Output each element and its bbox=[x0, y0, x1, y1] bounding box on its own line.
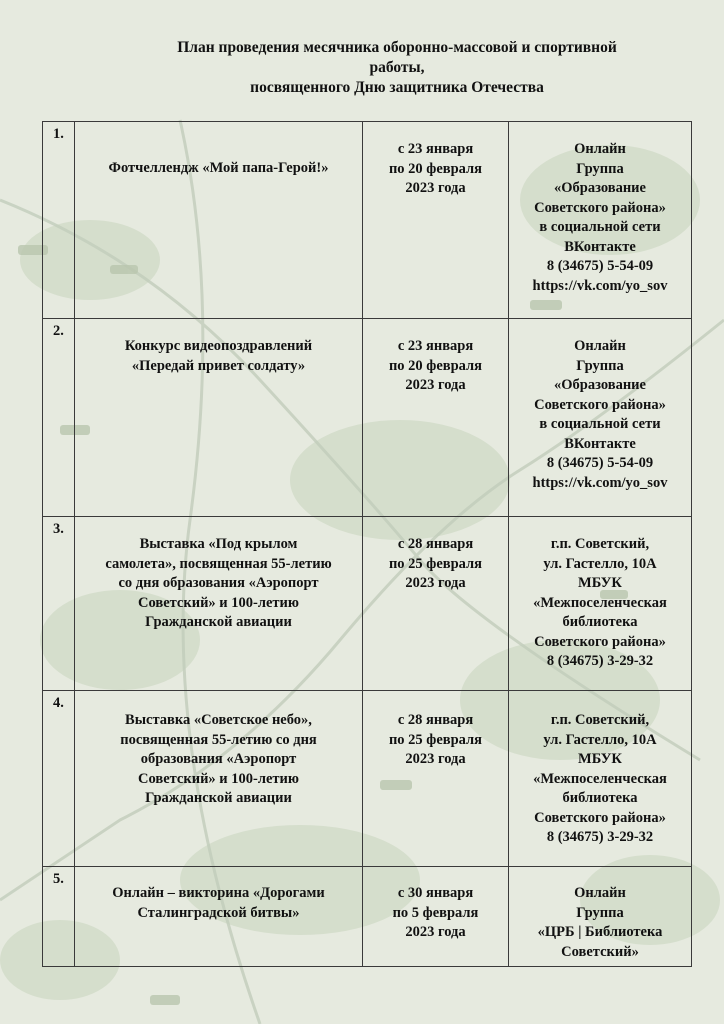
place-line: https://vk.com/yo_sov bbox=[532, 277, 668, 294]
place-cell bbox=[509, 691, 692, 867]
place-line: Советского района» bbox=[534, 633, 666, 650]
dates-cell bbox=[363, 517, 509, 691]
event-line: Гражданской авиации bbox=[145, 790, 292, 806]
event-line: Выставка «Советское небо», bbox=[125, 712, 312, 728]
dates-cell bbox=[363, 867, 509, 967]
place-line: ул. Гастелло, 10А bbox=[543, 555, 657, 572]
event-line: Сталинградской битвы» bbox=[137, 904, 300, 921]
dates-cell bbox=[363, 691, 509, 867]
place-line: ул. Гастелло, 10А bbox=[543, 731, 657, 748]
place-line: https://vk.com/yo_sov bbox=[532, 474, 668, 491]
event-line: посвященная 55-летию со дня bbox=[120, 731, 317, 748]
dates-line: 2023 года bbox=[405, 575, 466, 591]
event-line: образования «Аэропорт bbox=[140, 751, 297, 767]
event-line: Онлайн – викторина «Дорогами bbox=[112, 885, 325, 901]
event-line: Фотчеллендж «Мой папа-Герой!» bbox=[108, 160, 329, 176]
dates-line: 2023 года bbox=[405, 377, 466, 393]
place-line: Группа bbox=[576, 904, 624, 921]
event-line: со дня образования «Аэропорт bbox=[118, 575, 319, 591]
place-cell bbox=[509, 319, 692, 517]
place-line: ВКонтакте bbox=[564, 238, 636, 255]
dates-line: по 20 февраля bbox=[388, 357, 483, 374]
dates-line: по 25 февраля bbox=[388, 555, 483, 572]
place-line: г.п. Советский, bbox=[550, 712, 650, 728]
row-number: 2. bbox=[43, 319, 75, 517]
place-line: 8 (34675) 3-29-32 bbox=[546, 653, 654, 669]
place-line: 8 (34675) 5-54-09 bbox=[546, 258, 654, 274]
event-cell bbox=[75, 319, 363, 517]
dates-line: 2023 года bbox=[405, 180, 466, 196]
dates-line: с 23 января bbox=[397, 141, 474, 157]
place-line: библиотека bbox=[562, 790, 638, 806]
place-line: Онлайн bbox=[574, 338, 626, 354]
event-line: Советский» и 100-летию bbox=[138, 770, 299, 787]
place-line: библиотека bbox=[562, 614, 638, 630]
place-line: МБУК bbox=[578, 575, 622, 591]
place-line: Советского района» bbox=[534, 199, 666, 216]
table-row bbox=[43, 517, 692, 691]
table-row bbox=[43, 122, 692, 319]
event-line: Конкурс видеопоздравлений bbox=[124, 338, 313, 354]
place-line: 8 (34675) 3-29-32 bbox=[546, 829, 654, 845]
place-line: Советского района» bbox=[534, 809, 666, 826]
place-cell bbox=[509, 122, 692, 319]
page-title bbox=[0, 38, 724, 98]
place-line: 8 (34675) 5-54-09 bbox=[546, 455, 654, 471]
row-number: 5. bbox=[43, 867, 75, 967]
place-line: Онлайн bbox=[574, 885, 626, 901]
table-row bbox=[43, 319, 692, 517]
place-line: «Межпоселенческая bbox=[533, 594, 667, 611]
dates-line: 2023 года bbox=[405, 924, 466, 940]
dates-line: по 20 февраля bbox=[388, 160, 483, 177]
event-line: Выставка «Под крылом bbox=[139, 536, 298, 552]
place-line: «Межпоселенческая bbox=[533, 770, 667, 787]
title-line-1: План проведения месячника оборонно-массовой и спортивной bbox=[177, 39, 617, 56]
place-line: Советский» bbox=[561, 943, 639, 960]
dates-line: с 30 января bbox=[397, 885, 474, 901]
event-cell bbox=[75, 517, 363, 691]
place-line: Группа bbox=[576, 357, 624, 374]
title-line-2: работы, bbox=[369, 59, 425, 76]
event-line: Гражданской авиации bbox=[145, 614, 292, 630]
dates-line: по 25 февраля bbox=[388, 731, 483, 748]
dates-line: 2023 года bbox=[405, 751, 466, 767]
dates-cell bbox=[363, 319, 509, 517]
event-line: самолета», посвященная 55-летию bbox=[105, 555, 332, 572]
row-number: 3. bbox=[43, 517, 75, 691]
event-cell bbox=[75, 867, 363, 967]
place-line: МБУК bbox=[578, 751, 622, 767]
event-cell bbox=[75, 122, 363, 319]
dates-line: с 28 января bbox=[397, 536, 474, 552]
table-row bbox=[43, 691, 692, 867]
dates-cell bbox=[363, 122, 509, 319]
place-line: «ЦРБ | Библиотека bbox=[537, 924, 663, 940]
title-line-3: посвященного Дню защитника Отечества bbox=[250, 79, 544, 96]
place-line: Советского района» bbox=[534, 396, 666, 413]
dates-line: по 5 февраля bbox=[392, 904, 479, 921]
place-cell bbox=[509, 867, 692, 967]
dates-line: с 23 января bbox=[397, 338, 474, 354]
place-line: в социальной сети bbox=[539, 219, 661, 235]
place-line: Онлайн bbox=[574, 141, 626, 157]
row-number: 1. bbox=[43, 122, 75, 319]
place-line: Группа bbox=[576, 160, 624, 177]
place-line: г.п. Советский, bbox=[550, 536, 650, 552]
event-line: «Передай привет солдату» bbox=[131, 357, 306, 374]
place-line: в социальной сети bbox=[539, 416, 661, 432]
table-row bbox=[43, 867, 692, 967]
place-line: «Образование bbox=[554, 377, 646, 393]
event-cell bbox=[75, 691, 363, 867]
event-line: Советский» и 100-летию bbox=[138, 594, 299, 611]
events-table bbox=[42, 121, 692, 967]
place-line: «Образование bbox=[554, 180, 646, 196]
dates-line: с 28 января bbox=[397, 712, 474, 728]
place-line: ВКонтакте bbox=[564, 435, 636, 452]
place-cell bbox=[509, 517, 692, 691]
row-number: 4. bbox=[43, 691, 75, 867]
